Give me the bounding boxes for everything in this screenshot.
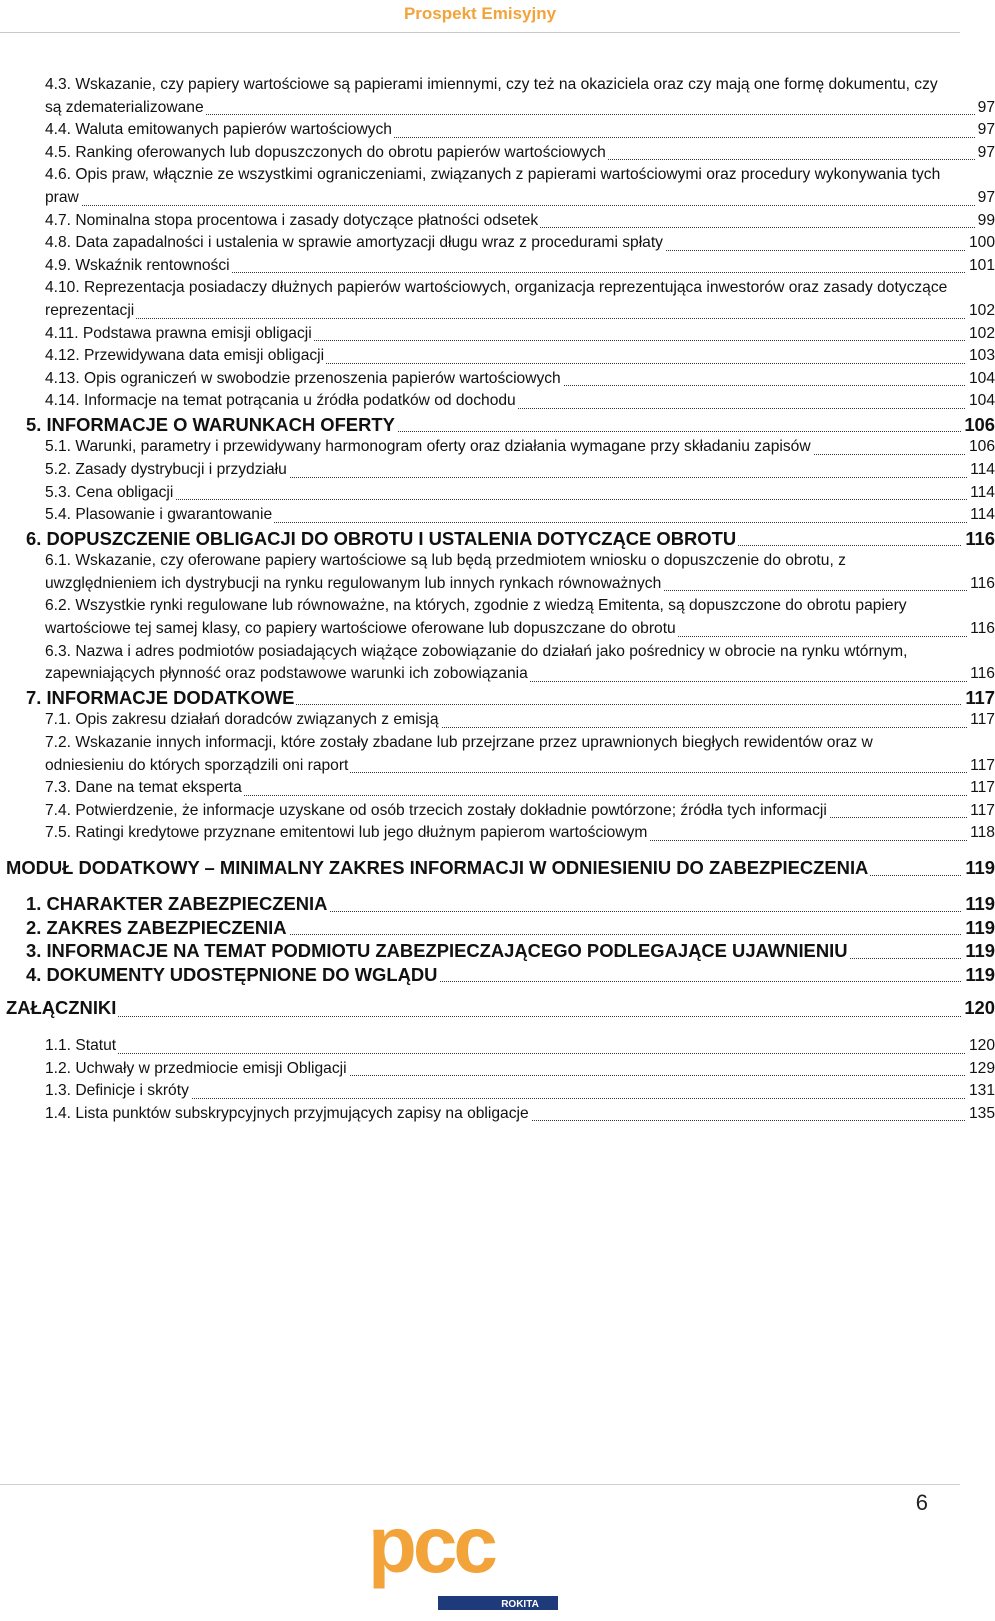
toc-entry[interactable] (6, 856, 995, 881)
toc-entry-title: 5.4. Plasowanie i gwarantowanie (45, 506, 273, 524)
toc-entry[interactable] (45, 390, 995, 413)
toc-entry-page: 104 (966, 390, 995, 413)
svg-text:pcc: pcc (368, 1500, 494, 1589)
toc-entry-title: 6. DOPUSZCZENIE OBLIGACJI DO OBROTU I USTALENIA DOTYCZĄCE OBROTU (26, 527, 737, 549)
toc-entry-page: 116 (967, 663, 995, 686)
toc-entry-title: 7.2. Wskazanie innych informacji, które zostały zbadane lub przejrzane przez uprawnionych biegłych rewidentów oraz w odniesieniu do których sporządzili oni raport (45, 733, 873, 774)
toc-entry[interactable] (26, 939, 995, 963)
toc-entry[interactable] (45, 550, 995, 595)
toc-entry-page: 120 (961, 996, 995, 1021)
toc-entry[interactable] (26, 527, 995, 551)
toc-entry[interactable] (45, 800, 995, 823)
toc-entry-page: 117 (967, 800, 995, 823)
toc-entry[interactable] (45, 504, 995, 527)
toc-entry[interactable] (45, 255, 995, 278)
toc-entry-title: MODUŁ DODATKOWY – MINIMALNY ZAKRES INFORMACJI W ODNIESIENIU DO ZABEZPIECZENIA (6, 856, 869, 878)
toc-entry-title: 3. INFORMACJE NA TEMAT PODMIOTU ZABEZPIECZAJĄCEGO PODLEGAJĄCE UJAWNIENIU (26, 940, 848, 962)
toc-entry-title: 4.12. Przewidywana data emisji obligacji (45, 347, 325, 365)
pcc-rokita-logo (368, 1500, 568, 1616)
toc-entry[interactable] (45, 119, 995, 142)
toc-entry-page: 117 (962, 686, 995, 710)
toc-entry-title: 7.1. Opis zakresu działań doradców związanych z emisją (45, 711, 439, 729)
toc-entry[interactable] (45, 232, 995, 255)
toc-entry[interactable] (45, 323, 995, 346)
toc-entry[interactable] (45, 777, 995, 800)
toc-entry-title: ZAŁĄCZNIKI (6, 997, 117, 1019)
toc-entry-page: 119 (962, 963, 995, 987)
toc-entry[interactable] (6, 996, 995, 1021)
toc-entry[interactable] (45, 368, 995, 391)
toc-entry-page: 114 (967, 504, 995, 527)
toc-entry-page: 97 (975, 187, 995, 210)
toc-entry-page: 114 (967, 482, 995, 505)
toc-entry[interactable] (45, 436, 995, 459)
document-header-title: Prospekt Emisyjny (403, 4, 557, 23)
toc-entry[interactable] (45, 482, 995, 505)
toc-spacer (0, 880, 960, 892)
header-divider (0, 32, 960, 33)
toc-entry[interactable] (45, 732, 995, 777)
toc-entry-title: 5.3. Cena obligacji (45, 483, 174, 501)
toc-entry-title: 1. CHARAKTER ZABEZPIECZENIA (26, 893, 328, 915)
toc-entry-page: 119 (962, 856, 995, 881)
toc-entry-title: 4.10. Reprezentacja posiadaczy dłużnych papierów wartościowych, organizacja reprezentująca inwestorów oraz zasady dotyczące reprezentacji (45, 279, 948, 319)
toc-entry-page: 102 (966, 300, 995, 323)
toc-entry-title: 4.4. Waluta emitowanych papierów wartościowych (45, 121, 392, 139)
toc-entry-title: 6.3. Nazwa i adres podmiotów posiadających wiążące zobowiązanie do działań jako pośrednicy w obrocie na rynku wtórnym, zapewniających płynność oraz podstawowe warunki ich zobowiązania (45, 642, 908, 683)
toc-entry[interactable] (45, 1058, 995, 1081)
page-number: 6 (915, 1490, 928, 1515)
toc-entry[interactable] (45, 595, 995, 640)
toc-entry-page: 117 (967, 777, 995, 800)
toc-entry-title: 5.1. Warunki, parametry i przewidywany harmonogram oferty oraz działania wymagane przy składaniu zapisów (45, 438, 811, 456)
toc-entry[interactable] (26, 963, 995, 987)
toc-spacer (0, 1021, 960, 1035)
toc-entry-page: 135 (966, 1103, 995, 1126)
toc-entry-title: 4.8. Data zapadalności i ustalenia w sprawie amortyzacji długu wraz z procedurami spłaty (45, 234, 663, 252)
svg-text:ROKITA: ROKITA (501, 1599, 539, 1610)
dot-leader (45, 1053, 995, 1054)
toc-entry[interactable] (26, 413, 995, 437)
toc-entry[interactable] (45, 210, 995, 233)
toc-entry-page: 116 (967, 573, 995, 596)
toc-entry-page: 117 (967, 709, 995, 732)
toc-entry[interactable] (45, 1035, 995, 1058)
toc-entry-title: 7. INFORMACJE DODATKOWE (26, 686, 295, 708)
toc-entry-title: 4.7. Nominalna stopa procentowa i zasady dotyczące płatności odsetek (45, 211, 539, 229)
toc-entry-page: 120 (966, 1035, 995, 1058)
toc-entry-page: 117 (967, 755, 995, 778)
toc-entry-title: 4. DOKUMENTY UDOSTĘPNIONE DO WGLĄDU (26, 963, 438, 985)
toc-entry-title: 6.1. Wskazanie, czy oferowane papiery wartościowe są lub będą przedmiotem wniosku o dopuszczenie do obrotu, z uwzględnieniem ich dystrybucji na rynku regulowanym lub innych rynkach równoważnych (45, 552, 846, 592)
toc-entry-page: 99 (975, 210, 995, 233)
toc-entry-page: 97 (975, 97, 995, 120)
toc-entry-title: 5.2. Zasady dystrybucji i przydziału (45, 461, 287, 478)
footer-divider (0, 1484, 960, 1485)
toc-entry[interactable] (45, 1103, 995, 1126)
toc-entry-title: 7.5. Ratingi kredytowe przyznane emitentowi lub jego dłużnym papierom wartościowym (45, 824, 648, 842)
toc-entry-title: 2. ZAKRES ZABEZPIECZENIA (26, 916, 287, 938)
toc-entry-title: 4.5. Ranking oferowanych lub dopuszczonych do obrotu papierów wartościowych (45, 143, 606, 161)
toc-entry-title: 1.4. Lista punktów subskrypcyjnych przyjmujących zapisy na obligacje (45, 1104, 529, 1122)
toc-entry[interactable] (45, 709, 995, 732)
toc-entry-page: 106 (961, 413, 995, 437)
toc-entry-page: 100 (966, 232, 995, 255)
dot-leader (6, 1016, 995, 1017)
toc-entry-title: 4.9. Wskaźnik rentowności (45, 256, 230, 274)
toc-entry-page: 131 (966, 1080, 995, 1103)
toc-entry-title: 7.3. Dane na temat eksperta (45, 779, 242, 797)
toc-entry[interactable] (45, 277, 995, 322)
toc-entry-page: 106 (966, 436, 995, 459)
toc-entry-page: 119 (962, 916, 995, 940)
toc-entry-page: 119 (962, 892, 995, 916)
toc-entry-page: 97 (975, 119, 995, 142)
toc-entry-title: 4.3. Wskazanie, czy papiery wartościowe są papierami imiennymi, czy też na okaziciela oraz czy mają one formę dokumentu, czy są zdematerializowane (45, 76, 938, 116)
dot-leader (45, 318, 995, 319)
toc-entry[interactable] (26, 686, 995, 710)
toc-entry-page: 114 (967, 459, 995, 482)
toc-entry[interactable] (26, 892, 995, 916)
toc-entry[interactable] (45, 459, 995, 482)
toc-entry-title: 7.4. Potwierdzenie, że informacje uzyskane od osób trzecich zostały dokładnie powtórzone; źródła tych informacji (45, 801, 827, 819)
toc-entry[interactable] (45, 74, 995, 119)
toc-entry-page: 116 (962, 527, 995, 551)
toc-entry-title: 4.14. Informacje na temat potrącania u źródła podatków od dochodu (45, 392, 516, 410)
toc-entry-page: 104 (966, 368, 995, 391)
toc-entry-title: 5. INFORMACJE O WARUNKACH OFERTY (26, 413, 395, 435)
toc-entry-title: 4.11. Podstawa prawna emisji obligacji (45, 324, 312, 342)
toc-entry-page: 119 (962, 939, 995, 963)
toc-entry-page: 97 (975, 142, 995, 165)
toc-entry-page: 129 (966, 1058, 995, 1081)
toc-entry[interactable] (45, 641, 995, 686)
table-of-contents (0, 74, 995, 1125)
toc-entry-page: 116 (967, 618, 995, 641)
toc-spacer (0, 845, 960, 856)
toc-entry[interactable] (45, 142, 995, 165)
toc-entry-page: 118 (967, 822, 995, 845)
toc-entry[interactable] (45, 345, 995, 368)
toc-entry[interactable] (26, 916, 995, 940)
toc-entry-title: 1.2. Uchwały w przedmiocie emisji Obligacji (45, 1059, 347, 1077)
toc-spacer (0, 986, 960, 996)
toc-entry[interactable] (45, 1080, 995, 1103)
dot-leader (45, 499, 995, 500)
toc-entry-page: 102 (966, 323, 995, 346)
toc-entry[interactable] (45, 822, 995, 845)
toc-entry-page: 101 (966, 255, 995, 278)
toc-entry-title: 1.1. Statut (45, 1036, 117, 1054)
toc-entry-page: 103 (966, 345, 995, 368)
toc-entry-title: 1.3. Definicje i skróty (45, 1082, 189, 1100)
toc-entry-title: 6.2. Wszystkie rynki regulowane lub równoważne, na których, zgodnie z wiedzą Emitenta, są dopuszczone do obrotu papiery wartościowe tej samej klasy, co papiery wartościowe oferowane lub dopuszczane do obrotu (45, 597, 907, 638)
toc-entry[interactable] (45, 164, 995, 209)
dot-leader (45, 205, 995, 206)
toc-entry-title: 4.13. Opis ograniczeń w swobodzie przenoszenia papierów wartościowych (45, 369, 561, 387)
toc-entry-title: 4.6. Opis praw, włącznie ze wszystkimi ograniczeniami, związanych z papierami wartościowymi oraz procedury wykonywania tych praw (45, 166, 941, 206)
